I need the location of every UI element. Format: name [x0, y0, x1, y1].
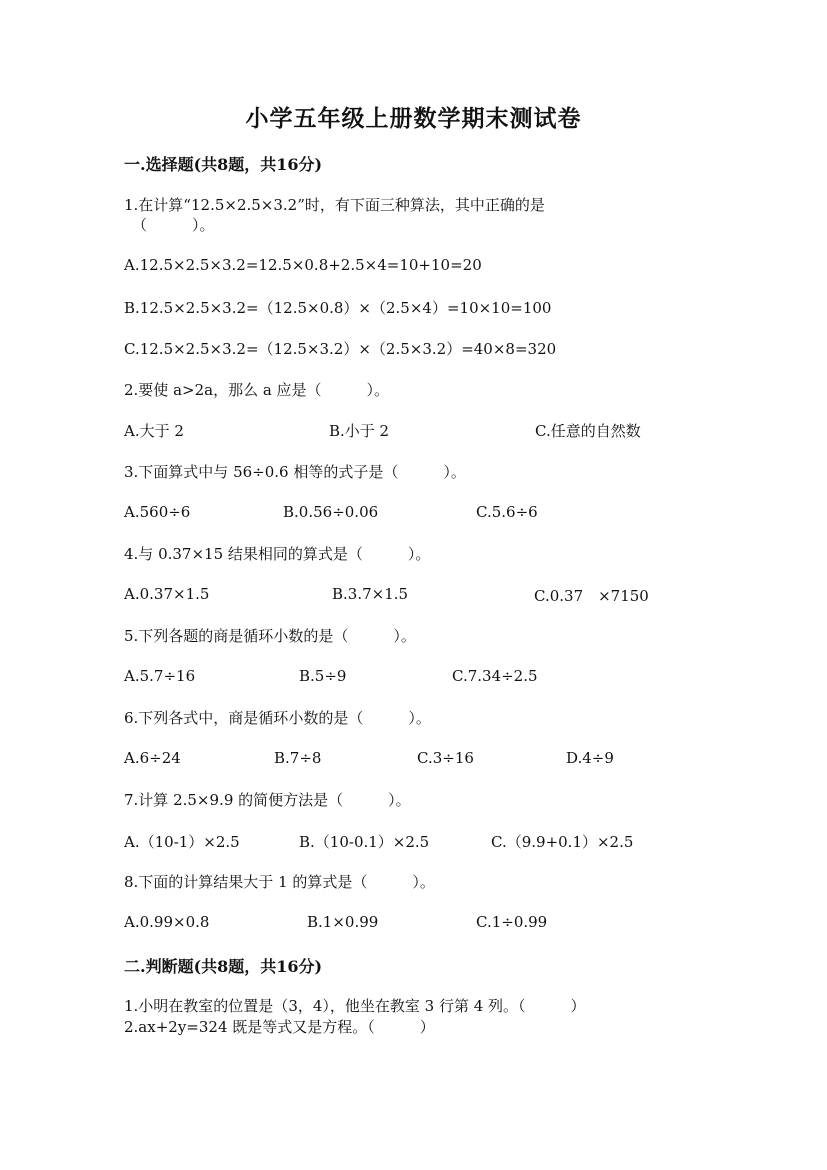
question-7-option-b: B.（10-0.1）×2.5	[299, 833, 430, 851]
question-7-option-c: C.（9.9+0.1）×2.5	[491, 833, 634, 851]
question-5-stem: 5.下列各题的商是循环小数的是（ ）。	[124, 627, 416, 645]
question-8-option-c: C.1÷0.99	[476, 913, 548, 931]
question-4-option-b: B.3.7×1.5	[332, 585, 409, 603]
question-6-options	[0, 749, 827, 771]
question-6-stem: 6.下列各式中，商是循环小数的是（ ）。	[124, 709, 431, 727]
page-title: 小学五年级上册数学期末测试卷	[245, 105, 582, 132]
question-2-option-a: A.大于 2	[124, 422, 184, 440]
section-heading-judgment: 二.判断题(共8题，共16分)	[124, 957, 323, 976]
question-2-options	[0, 420, 827, 442]
question-8-option-a: A.0.99×0.8	[124, 913, 210, 931]
question-3-option-a: A.560÷6	[124, 503, 191, 521]
question-1-stem-cont: （ ）。	[132, 216, 215, 234]
question-7-option-a: A.（10-1）×2.5	[124, 833, 240, 851]
question-6-option-a: A.6÷24	[124, 749, 181, 767]
question-3-options	[0, 503, 827, 525]
question-5-option-a: A.5.7÷16	[124, 667, 196, 685]
question-4-option-c: C.0.37 ×7150	[534, 587, 649, 605]
question-1-option-b: B.12.5×2.5×3.2=（12.5×0.8）×（2.5×4）=10×10=100	[124, 299, 552, 317]
question-1-option-c: C.12.5×2.5×3.2=（12.5×3.2）×（2.5×3.2）=40×8=320	[124, 340, 557, 358]
question-1-option-a: A.12.5×2.5×3.2=12.5×0.8+2.5×4=10+10=20	[124, 256, 482, 274]
question-6-option-b: B.7÷8	[274, 749, 322, 767]
question-8-option-b: B.1×0.99	[307, 913, 379, 931]
question-2-option-b: B.小于 2	[329, 422, 390, 440]
judgment-item-1: 1.小明在教室的位置是（3，4），他坐在教室 3 行第 4 列。（ ）	[124, 997, 586, 1015]
question-4-option-a: A.0.37×1.5	[124, 585, 210, 603]
question-3-option-b: B.0.56÷0.06	[283, 503, 379, 521]
question-3-stem: 3.下面算式中与 56÷0.6 相等的式子是（ ）。	[124, 463, 466, 481]
question-5-option-c: C.7.34÷2.5	[452, 667, 538, 685]
question-3-option-c: C.5.6÷6	[476, 503, 538, 521]
question-5-option-b: B.5÷9	[299, 667, 347, 685]
question-2-stem: 2.要使 a>2a，那么 a 应是（ ）。	[124, 381, 390, 399]
question-8-options	[0, 913, 827, 935]
question-6-option-c: C.3÷16	[417, 749, 474, 767]
question-7-options	[0, 831, 827, 853]
section-heading-choice: 一.选择题(共8题，共16分)	[124, 155, 323, 174]
question-8-stem: 8.下面的计算结果大于 1 的算式是（ ）。	[124, 873, 435, 891]
question-6-option-d: D.4÷9	[566, 749, 614, 767]
question-1-stem: 1.在计算“12.5×2.5×3.2”时，有下面三种算法，其中正确的是	[124, 196, 545, 214]
question-4-options	[0, 585, 827, 607]
question-7-stem: 7.计算 2.5×9.9 的简便方法是（ ）。	[124, 791, 411, 809]
question-4-stem: 4.与 0.37×15 结果相同的算式是（ ）。	[124, 545, 431, 563]
judgment-item-2: 2.ax+2y=324 既是等式又是方程。（ ）	[124, 1018, 435, 1036]
question-2-option-c: C.任意的自然数	[535, 422, 641, 440]
question-5-options	[0, 667, 827, 689]
